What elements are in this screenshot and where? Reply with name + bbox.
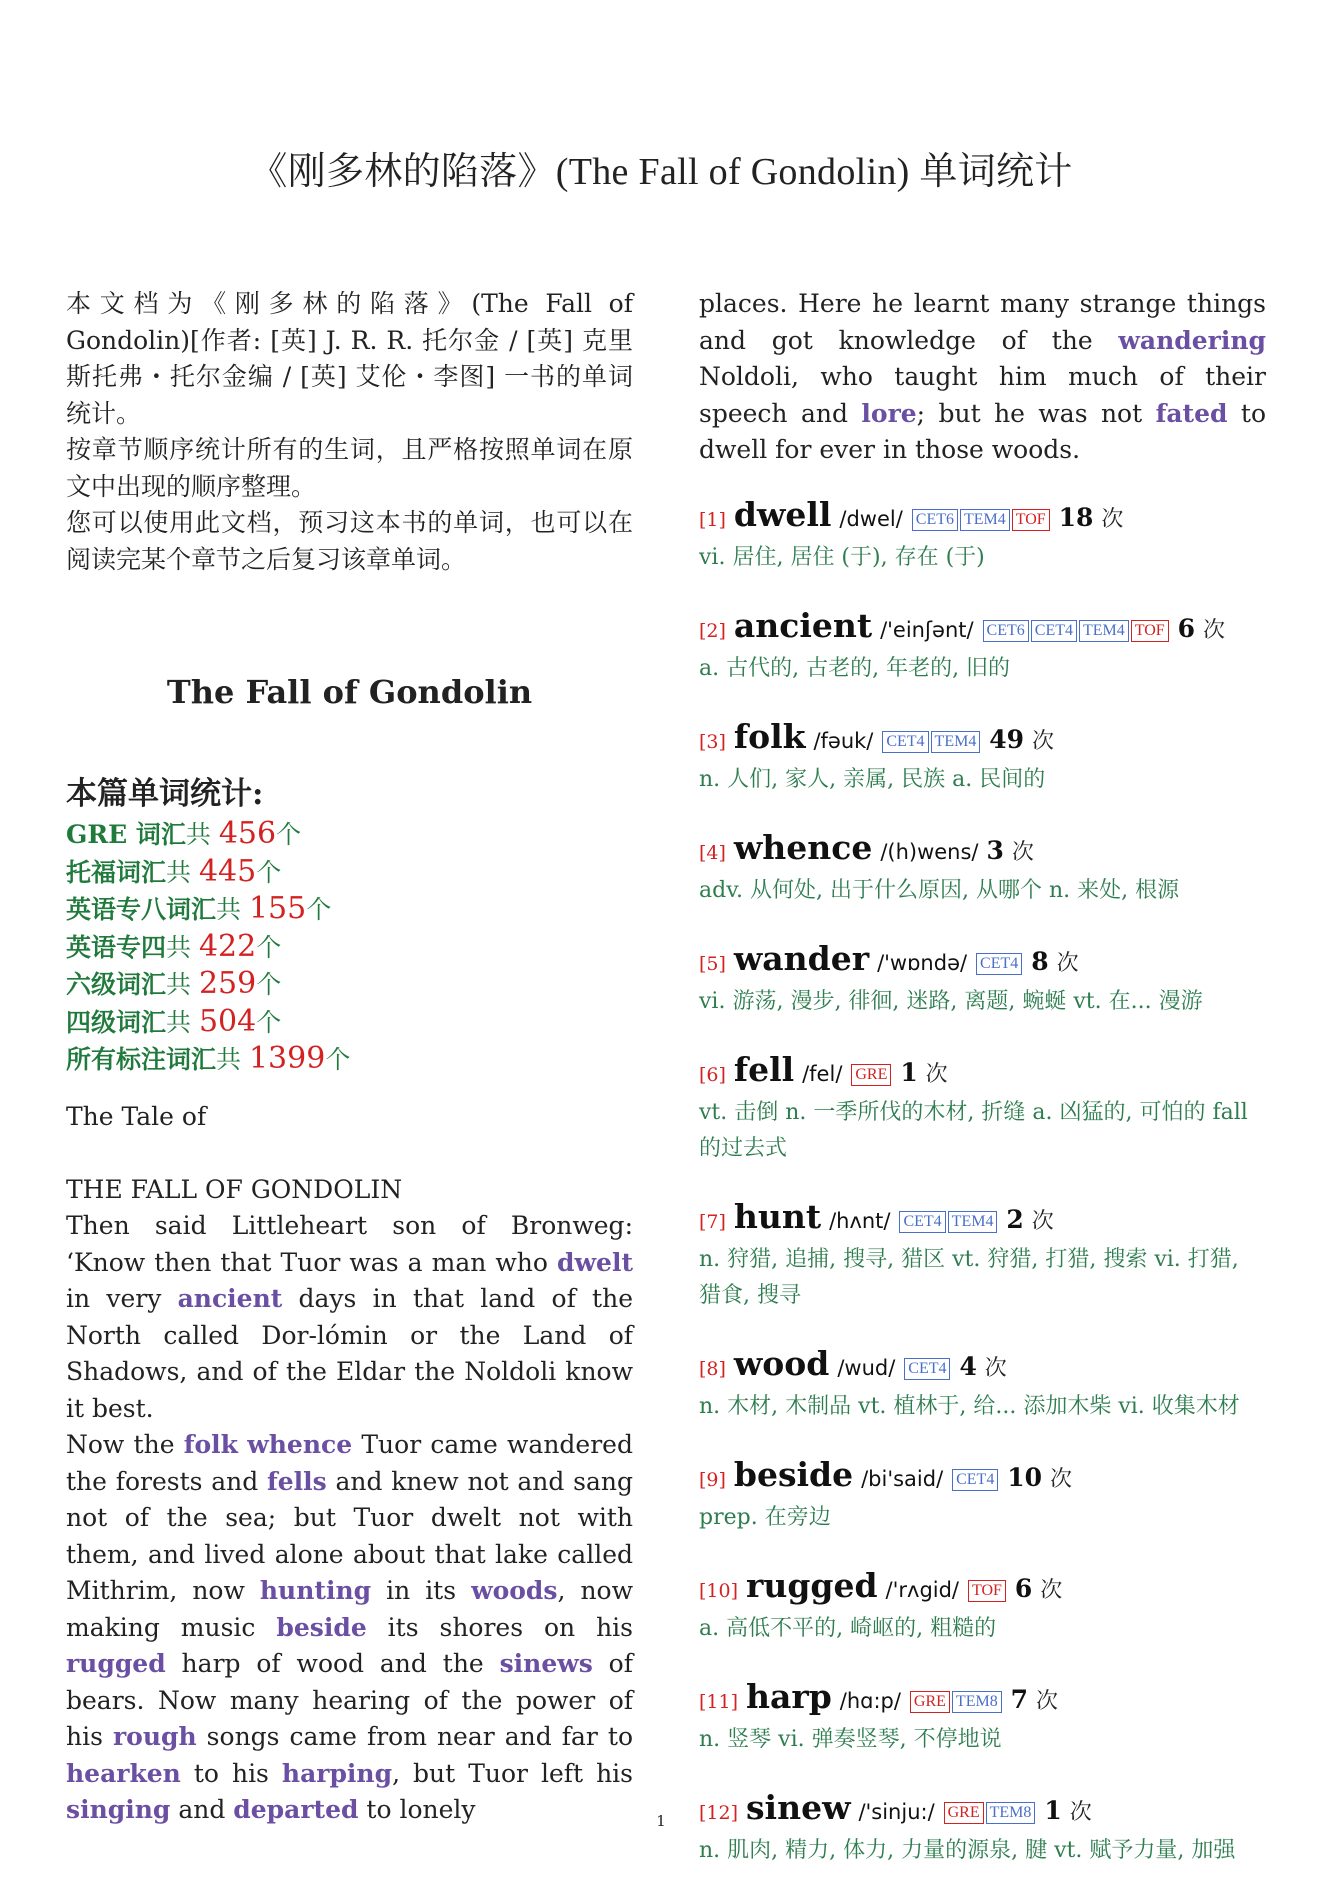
entry-header: [699, 939, 1266, 984]
stat-label-suffix: 共: [216, 1045, 249, 1074]
entry-count-unit: 次: [1050, 1466, 1073, 1492]
entry-word: beside: [733, 1454, 854, 1494]
story-heading-line: The Tale of: [66, 1101, 207, 1131]
entry-count-unit: 次: [1203, 617, 1226, 643]
stat-count: 259: [198, 966, 257, 1001]
entry-index: [8]: [699, 1357, 726, 1380]
right-column: [699, 286, 1266, 1899]
entry-phonetic: /dwel/: [839, 506, 903, 531]
entry-definition: vt. 击倒 n. 一季所伐的木材, 折缝 a. 凶猛的, 可怕的 fall 的过去式: [699, 1099, 1248, 1161]
document-title: 《刚多林的陷落》(The Fall of Gondolin) 单词统计: [249, 151, 1073, 193]
stat-line: [66, 966, 633, 1004]
stat-line: [66, 1004, 633, 1042]
level-tag: TEM8: [952, 1691, 1002, 1713]
entry-definition: a. 古代的, 古老的, 年老的, 旧的: [699, 655, 1011, 681]
entry-count: 2: [1006, 1204, 1024, 1234]
stats-list: [66, 816, 633, 1079]
stat-unit: 个: [306, 895, 332, 924]
story-paragraph: Then said Littleheart son of Bronweg: ‘Know then that Tuor was a man who dwelt in very ancient days in that land of the North called Dor-lómin or the Land of Shadows, and of the Eldar the Noldoli know it best.: [66, 1211, 633, 1423]
entry-word: whence: [733, 827, 873, 867]
stat-line: [66, 891, 633, 929]
level-tag: CET6: [983, 620, 1029, 642]
level-tag: TEM4: [931, 731, 981, 753]
word-entry: [699, 1197, 1266, 1314]
keyword: fells: [266, 1466, 327, 1496]
stat-line: [66, 816, 633, 854]
entry-header: [699, 606, 1266, 651]
entry-index: [9]: [699, 1468, 726, 1491]
stat-count: 456: [218, 816, 277, 851]
entry-definition: prep. 在旁边: [699, 1504, 831, 1530]
stat-label: GRE 词汇共: [66, 820, 219, 849]
entry-word: folk: [733, 716, 806, 756]
entry-word: fell: [733, 1049, 795, 1089]
entry-index: [2]: [699, 619, 726, 642]
entry-phonetic: /hɑ:p/: [839, 1688, 901, 1713]
entry-word: hunt: [733, 1196, 822, 1236]
level-tag: TOF: [968, 1580, 1006, 1602]
entry-definition: n. 肌肉, 精力, 体力, 力量的源泉, 腱 vt. 赋予力量, 加强: [699, 1837, 1236, 1863]
stat-unit: 个: [325, 1045, 351, 1074]
entry-phonetic: /hʌnt/: [829, 1208, 891, 1233]
level-tag: GRE: [910, 1691, 950, 1713]
level-tag: CET4: [899, 1211, 945, 1233]
stat-line: [66, 854, 633, 892]
word-entry: [699, 1344, 1266, 1425]
level-tag: GRE: [851, 1064, 891, 1086]
word-entry: [699, 495, 1266, 576]
keyword: sinews: [499, 1649, 593, 1678]
entry-header: [699, 1566, 1266, 1611]
word-entry: [699, 828, 1266, 909]
keyword: singing: [66, 1795, 171, 1824]
intro-paragraph: 按章节顺序统计所有的生词，且严格按照单词在原文中出现的顺序整理。: [66, 435, 633, 501]
level-tag: CET4: [1031, 620, 1077, 642]
entry-phonetic: /'sinju:/: [858, 1799, 935, 1824]
story-paragraph: Now the folk whence Tuor came wandered the forests and fells and knew not and sang not of the sea; but Tuor dwelt not with them, and lived alone about that lake called Mithrim, now hunting in its woods, now making music beside its shores on his rugged harp of wood and the sinews of bears. Now many hearing of the power of his rough songs came from near and far to hearken to his harping, but Tuor left his singing and departed to lonely: [66, 1430, 634, 1824]
keyword: ancient: [177, 1284, 283, 1313]
stat-label: 四级词汇共: [66, 1007, 199, 1037]
word-entry: [699, 717, 1266, 798]
entry-word: ancient: [733, 605, 873, 645]
stat-count: 422: [198, 928, 257, 964]
stat-label: 六级词汇共: [66, 970, 199, 999]
entry-phonetic: /wud/: [837, 1355, 896, 1380]
keyword: folk: [183, 1430, 238, 1459]
entry-definition: adv. 从何处, 出于什么原因, 从哪个 n. 来处, 根源: [699, 877, 1180, 903]
entry-index: [3]: [699, 730, 726, 753]
entry-header: [699, 495, 1266, 540]
stat-label: 英语专八词汇共: [66, 895, 249, 924]
stat-line: [66, 1041, 633, 1079]
level-tag: TOF: [1012, 509, 1050, 531]
entry-count-unit: 次: [1011, 839, 1034, 865]
entry-count: 6: [1177, 613, 1196, 643]
keyword: hearken: [66, 1758, 181, 1788]
stat-unit: 个: [256, 1007, 282, 1037]
entry-count: 4: [959, 1351, 977, 1381]
intro-paragraph: 本文档为《刚多林的陷落》(The Fall of Gondolin)[作者: [英] J. R. R. 托尔金 / [英] 克里斯托弗・托尔金编 / [英] 艾伦・李图] 一书的单词统计。: [66, 289, 633, 428]
word-entry: [699, 606, 1266, 687]
entry-phonetic: /'einʃənt/: [880, 617, 974, 642]
stat-label-suffix: 共: [166, 932, 199, 962]
level-tag: TEM8: [986, 1802, 1036, 1824]
entry-index: [7]: [699, 1210, 726, 1233]
stat-label-suffix: 共: [166, 1007, 199, 1037]
stat-count: 445: [198, 853, 257, 889]
keyword: beside: [276, 1612, 367, 1642]
keyword: fated: [1155, 398, 1228, 428]
entry-word: harp: [745, 1676, 832, 1716]
level-tag: CET6: [912, 509, 958, 531]
entry-definition: n. 木材, 木制品 vt. 植林于, 给... 添加木柴 vi. 收集木材: [699, 1393, 1240, 1419]
entry-definition: a. 高低不平的, 崎岖的, 粗糙的: [699, 1615, 997, 1641]
word-entry: [699, 1677, 1266, 1758]
stat-label-suffix: 共: [216, 895, 249, 924]
entry-word: wood: [733, 1343, 830, 1383]
entry-count: 6: [1014, 1573, 1033, 1603]
stat-count: 1399: [248, 1041, 326, 1076]
entry-count: 1: [1044, 1795, 1062, 1825]
keyword: whence: [247, 1430, 353, 1459]
entry-header: [699, 1197, 1266, 1242]
entry-definition: n. 竖琴 vi. 弹奏竖琴, 不停地说: [699, 1726, 1002, 1752]
entry-count-unit: 次: [1036, 1688, 1059, 1714]
entry-word: sinew: [745, 1787, 851, 1827]
entry-count: 8: [1031, 946, 1049, 976]
entry-index: [10]: [699, 1579, 739, 1602]
page-number: 1: [656, 1812, 666, 1830]
level-tag: TEM4: [960, 509, 1010, 531]
stat-line: [66, 929, 633, 967]
entry-count-unit: 次: [1031, 1208, 1054, 1234]
stat-unit: 个: [276, 820, 302, 849]
level-tag: CET4: [882, 731, 928, 753]
stat-count: 504: [198, 1003, 257, 1039]
entry-header: [699, 1677, 1266, 1722]
entry-definition: vi. 游荡, 漫步, 徘徊, 迷路, 离题, 蜿蜒 vt. 在... 漫游: [699, 988, 1203, 1014]
entry-header: [699, 828, 1266, 873]
entry-index: [6]: [699, 1063, 726, 1086]
entry-word: dwell: [733, 494, 832, 534]
level-tag: CET4: [976, 953, 1022, 975]
level-tag: CET4: [952, 1469, 998, 1491]
keyword: hunting: [259, 1576, 372, 1605]
stat-unit: 个: [256, 932, 282, 962]
entry-count: 18: [1058, 502, 1094, 532]
stat-label-suffix: 共: [166, 970, 199, 999]
level-tag: CET4: [904, 1358, 950, 1380]
left-column: [66, 286, 633, 1829]
stat-label-suffix: 共: [185, 820, 219, 849]
stat-label: 托福词汇共: [66, 857, 199, 887]
entry-count-unit: 次: [1069, 1799, 1092, 1825]
keyword: departed: [233, 1795, 359, 1824]
entry-header: [699, 717, 1266, 762]
keyword: lore: [861, 398, 917, 428]
entry-count-unit: 次: [1101, 506, 1124, 532]
stat-unit: 个: [256, 970, 282, 999]
entry-definition: vi. 居住, 居住 (于), 存在 (于): [699, 544, 985, 570]
entry-word: wander: [733, 938, 870, 978]
stat-label: 所有标注词汇共: [66, 1045, 249, 1074]
word-entry: [699, 939, 1266, 1020]
entry-index: [11]: [699, 1690, 739, 1713]
story-heading-line: THE FALL OF GONDOLIN: [66, 1174, 403, 1204]
entry-count-unit: 次: [1040, 1577, 1063, 1603]
entry-header: [699, 1344, 1266, 1389]
entry-definition: n. 狩猎, 追捕, 搜寻, 猎区 vt. 狩猎, 打猎, 搜索 vi. 打猎, 猎食, 搜寻: [699, 1246, 1239, 1308]
entry-phonetic: /fəuk/: [813, 728, 874, 753]
entry-count: 7: [1010, 1684, 1029, 1714]
word-entry: [699, 1455, 1266, 1536]
intro: [66, 286, 633, 578]
entry-count-unit: 次: [925, 1061, 948, 1087]
entry-phonetic: /'rʌgid/: [885, 1577, 960, 1602]
entry-count: 3: [986, 835, 1004, 865]
entry-phonetic: /'wɒndə/: [877, 950, 968, 975]
entry-index: [5]: [699, 952, 726, 975]
entry-header: [699, 1050, 1266, 1095]
entry-header: [699, 1455, 1266, 1500]
section-title: The Fall of Gondolin: [166, 673, 533, 711]
entry-count: 49: [989, 724, 1025, 754]
stat-count: 155: [248, 891, 307, 926]
entry-count-unit: 次: [984, 1355, 1007, 1381]
stats-heading: 本篇单词统计:: [66, 776, 264, 812]
keyword: wandering: [1118, 325, 1266, 355]
level-tag: TEM4: [948, 1211, 998, 1233]
stat-label: 英语专四共: [66, 932, 199, 962]
entry-index: [1]: [699, 508, 726, 531]
stat-unit: 个: [256, 857, 282, 887]
entry-count-unit: 次: [1032, 728, 1055, 754]
word-entry: [699, 1566, 1266, 1647]
entry-count: 10: [1007, 1462, 1043, 1492]
entry-count: 1: [900, 1057, 918, 1087]
keyword: rough: [112, 1722, 197, 1751]
keyword: dwelt: [557, 1247, 633, 1277]
entry-word: rugged: [745, 1565, 878, 1605]
story-paragraph-continued: places. Here he learnt many strange things and got knowledge of the wandering Noldoli, who taught him much of their speech and lore; but he was not fated to dwell for ever in those woods.: [699, 289, 1266, 464]
entry-count-unit: 次: [1056, 950, 1079, 976]
stat-label-suffix: 共: [166, 857, 199, 887]
word-entries: [699, 495, 1266, 1869]
word-entry: [699, 1050, 1266, 1167]
level-tag: TOF: [1131, 620, 1169, 642]
spacer: [66, 1135, 633, 1172]
entry-phonetic: /bi'said/: [861, 1466, 944, 1491]
entry-definition: n. 人们, 家人, 亲属, 民族 a. 民间的: [699, 766, 1046, 792]
keyword: rugged: [66, 1649, 166, 1678]
entry-phonetic: /(h)wens/: [880, 839, 979, 864]
story: [66, 1099, 633, 1829]
level-tag: TEM4: [1079, 620, 1129, 642]
intro-paragraph: 您可以使用此文档，预习这本书的单词，也可以在阅读完某个章节之后复习该章单词。: [66, 508, 633, 574]
entry-index: [4]: [699, 841, 726, 864]
entry-phonetic: /fel/: [802, 1061, 843, 1086]
keyword: woods: [471, 1576, 558, 1605]
level-tag: GRE: [944, 1802, 984, 1824]
keyword: harping: [281, 1758, 393, 1788]
entry-index: [12]: [699, 1801, 739, 1824]
